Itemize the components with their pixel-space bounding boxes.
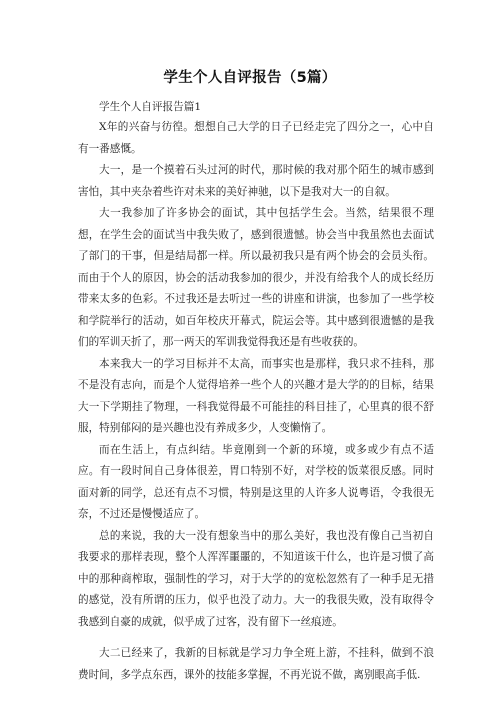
paragraph: 大二已经来了，我新的目标就是学习力争全班上游，不挂科，做到不浪费时间，多学点东西，课外的技能多掌握，不再光说不做，离别眼高手低.: [78, 647, 434, 681]
paragraph: 大一，是一个摸着石头过河的时代，那时候的我对那个陌生的城市感到害怕，其中夹杂着些许对未来的美好神驰，以下是我对大一的自叙。: [78, 164, 434, 198]
document-title: 学生个人自评报告（5篇）: [163, 70, 337, 86]
paragraph: 总的来说，我的大一没有想象当中的那么美好，我也没有像自己当初自我要求的那样表现，整个人浑浑噩噩的，不知道该干什么，也许是习惯了高中的那种商榨取，强制性的学习，对于大学的的宽松忽然有了一种手足无措的感觉，没有所谓的压力，似乎也没了动力。大一的我很失败，没有取得令我感到自豪的成就，似乎成了过客，没有留下一丝痕迹。: [78, 529, 434, 628]
paragraph: 大一我参加了许多协会的面试，其中包括学生会。当然，结果很不理想，在学生会的面试当中我失败了，感到很遗憾。协会当中我虽然也去面试了部门的干事，但是结局都一样。所以最初我只是有两个协会的会员头衔。而由于个人的原因，协会的活动我参加的很少，并没有给我个人的成长经历带来太多的色彩。不过我还是去听过一些的讲座和讲演，也参加了一些学校和学院举行的活动，如百年校庆开幕式，院运会等。其中感到很遗憾的是我们的军训天折了，那一两天的军训我觉得我还是有些收获的。: [78, 207, 434, 348]
section-subtitle: 学生个人自评报告篇1: [99, 101, 202, 113]
paragraph: X年的兴奋与彷徨。想想自己大学的日子已经走完了四分之一，心中自有一番感慨。: [78, 121, 434, 155]
document-body: [78, 97, 434, 686]
paragraph: 而在生活上，有点纠结。毕竟刚到一个新的环境，或多或少有点不适应。有一段时间自己身体很差，胃口特别不好，对学校的饭菜很反感。同时面对新的同学，总还有点不习惯，特别是这里的人许多人说粤语，令我很无奈，不过还是慢慢适应了。: [78, 443, 434, 520]
paragraph: 本来我大一的学习目标并不太高，而事实也是那样，我只求不挂科，那不是没有志向，而是个人觉得培养一些个人的兴趣才是大学的的目标，结果大一下学期挂了物理，一科我觉得最不可能挂的科目挂了，心里真的很不舒服，特别郁闷的是兴趣也没有养成多少，人变懒惰了。: [78, 357, 434, 434]
